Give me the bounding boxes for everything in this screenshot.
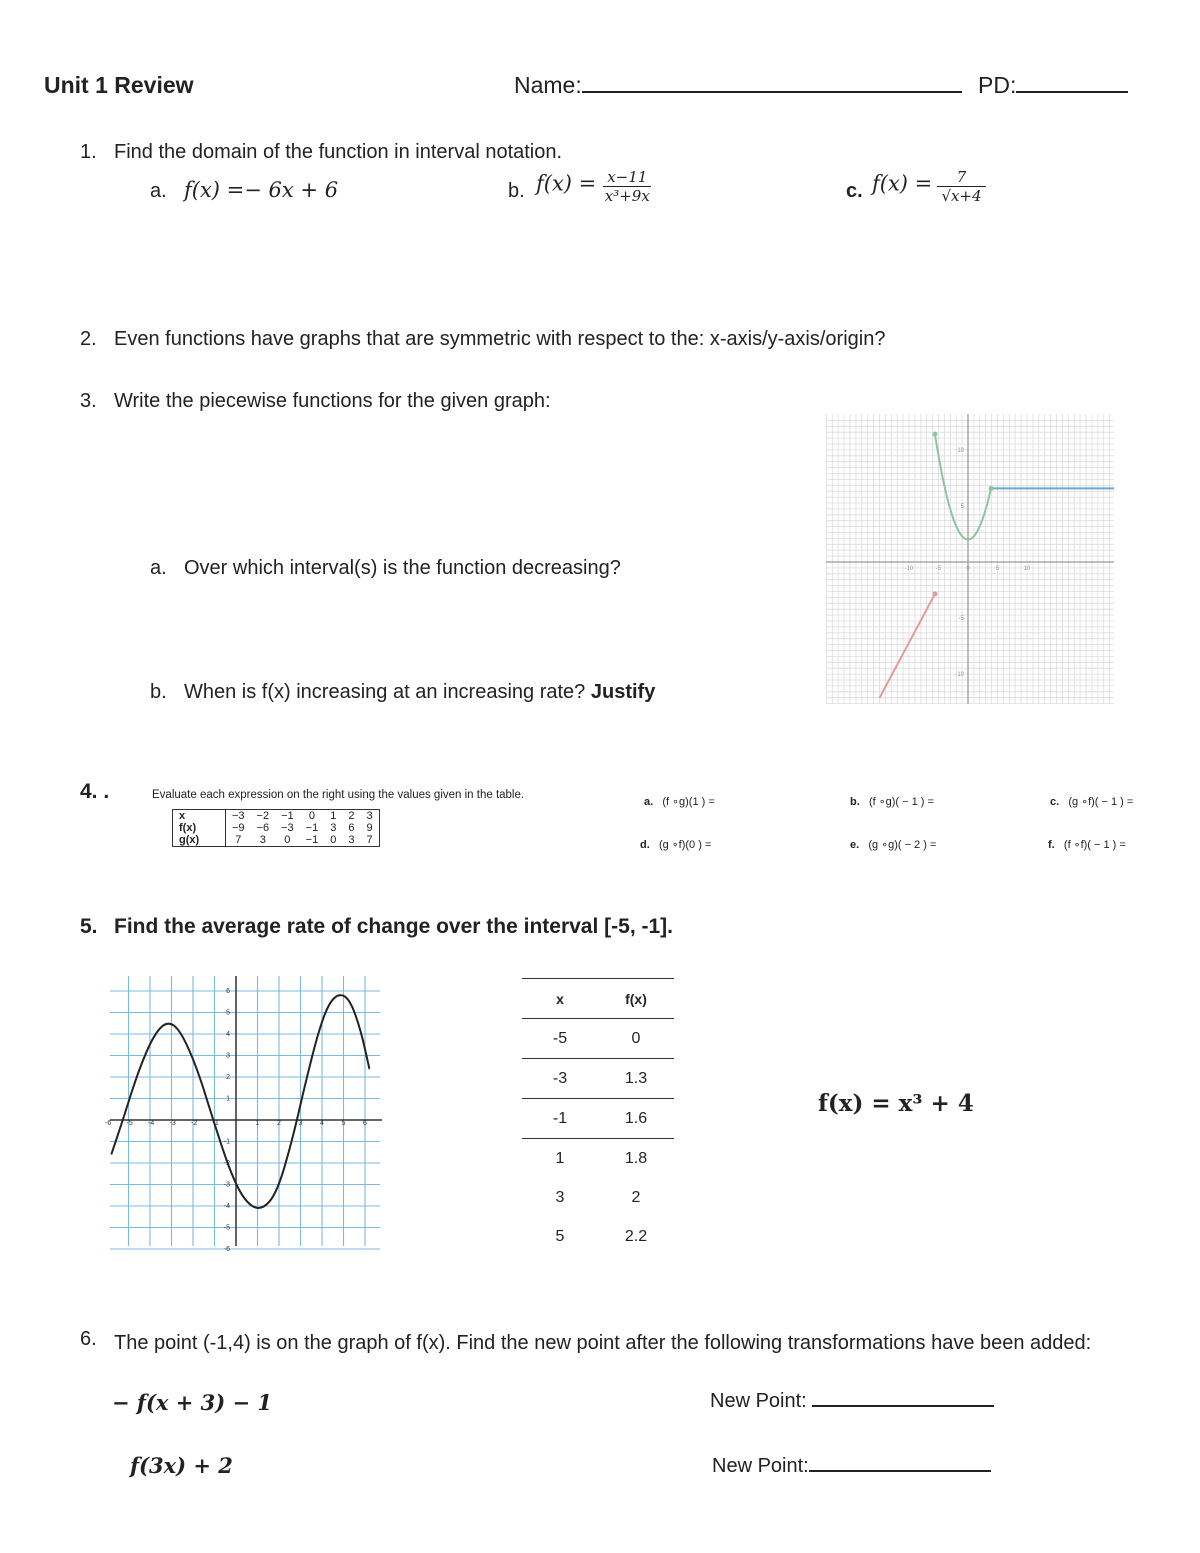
x-tick-label: -3 xyxy=(169,1120,176,1127)
q1c-label: c. xyxy=(846,180,863,202)
table-row xyxy=(522,1099,674,1139)
q1a-label: a. xyxy=(150,180,167,202)
q4-cell: 0 xyxy=(284,834,291,846)
q4-item-label: f. xyxy=(1048,839,1055,851)
q5-cell: 1 xyxy=(522,1139,598,1179)
pd-label: PD: xyxy=(978,72,1017,98)
q6-transformation-2: f(3x) + 2 xyxy=(130,1453,233,1478)
name-field[interactable] xyxy=(514,72,962,99)
q4-cell: 7 xyxy=(366,834,373,846)
q4-item-label: b. xyxy=(850,796,860,808)
q4-cell: −1 xyxy=(281,810,294,822)
q4-cell: −1 xyxy=(305,822,319,834)
q5-cell: 2 xyxy=(631,1188,641,1206)
q4-item-e xyxy=(850,838,936,851)
q4-item-expr: (f ∘g)(1 ) = xyxy=(662,796,715,808)
q5-cell: 5 xyxy=(555,1227,565,1245)
q4-instruction: Evaluate each expression on the right using the values given in the table. xyxy=(152,789,525,801)
x-tick-label: -2 xyxy=(191,1120,198,1127)
x-tick-label: 10 xyxy=(1023,566,1031,572)
y-tick-label: 10 xyxy=(957,447,964,454)
y-tick-label: 2 xyxy=(226,1074,230,1081)
q6-prompt: The point (-1,4) is on the graph of f(x). Find the new point after the following transformations have been added: xyxy=(114,1332,1092,1354)
q4-item-label: e. xyxy=(850,839,860,851)
table-row xyxy=(522,1019,674,1059)
q1c-denominator: √x+4 xyxy=(941,187,982,205)
q4-cell: −3 xyxy=(281,822,294,834)
q5-header-fx: f(x) xyxy=(598,979,674,1019)
q4-cell: g(x) xyxy=(173,834,226,846)
q4-item-label: a. xyxy=(644,796,654,808)
q6-new-point-1[interactable] xyxy=(710,1390,994,1413)
q1b-fraction xyxy=(601,168,654,205)
pd-field[interactable] xyxy=(978,72,1128,99)
q1b-lhs: f(x) = xyxy=(536,171,597,196)
x-tick-label: -1 xyxy=(212,1120,219,1127)
q6-new-point-blank-2[interactable] xyxy=(809,1470,991,1472)
q5-header-x: x xyxy=(522,979,598,1019)
q3b-question xyxy=(184,681,655,704)
q1c-fraction xyxy=(937,168,987,205)
x-tick-label: 3 xyxy=(298,1120,303,1127)
q3a-text: Over which interval(s) is the function decreasing? xyxy=(184,557,621,579)
q5-number: 5. xyxy=(80,915,98,938)
y-tick-label: 5 xyxy=(226,1009,230,1017)
y-tick-label: 3 xyxy=(226,1052,230,1060)
q5-prompt: Find the average rate of change over the interval [-5, -1]. xyxy=(114,915,673,938)
q3-endpoint-parabola-right xyxy=(989,486,994,491)
x-tick-label: -5 xyxy=(935,566,942,572)
y-tick-label: 4 xyxy=(226,1031,230,1038)
q4-cell: x xyxy=(173,810,226,822)
q3b-label: b. xyxy=(150,681,167,703)
q5-cell: -1 xyxy=(522,1099,598,1139)
q5-cell: 0 xyxy=(598,1019,674,1059)
q2-prompt: Even functions have graphs that are symmetric with respect to the: x-axis/y-axis/origin? xyxy=(114,328,886,350)
q6-new-point-2[interactable] xyxy=(712,1455,991,1478)
q4-cell: 0 xyxy=(330,834,337,846)
table-row xyxy=(522,1217,674,1256)
x-tick-label: 5 xyxy=(995,566,1000,572)
q4-row-fx xyxy=(173,822,379,834)
x-tick-label: 1 xyxy=(255,1120,260,1127)
q1b-label: b. xyxy=(508,180,525,202)
q3-grid xyxy=(826,414,1114,704)
q4-item-f xyxy=(1048,838,1126,851)
q5-table-box xyxy=(522,978,674,1256)
y-tick-label: -3 xyxy=(223,1181,230,1189)
q4-cell: −3 xyxy=(232,810,245,822)
q5-cell: 2.2 xyxy=(624,1227,648,1245)
q3b-text: When is f(x) increasing at an increasing rate? xyxy=(184,681,586,703)
q4-item-expr: (f ∘f)( − 1 ) = xyxy=(1063,839,1126,851)
q4-item-a xyxy=(644,795,715,808)
q4-number: 4. . xyxy=(80,780,110,803)
q4-cell: 3 xyxy=(348,834,355,846)
y-tick-label: 1 xyxy=(226,1095,230,1103)
q4-item-label: d. xyxy=(640,839,650,851)
q4-cell: 7 xyxy=(235,834,242,846)
q5-cell: 1.6 xyxy=(598,1099,674,1139)
q4-item-c xyxy=(1050,795,1133,808)
x-tick-label: -6 xyxy=(105,1120,112,1127)
q6-transformation-1: − f(x + 3) − 1 xyxy=(112,1390,272,1415)
q4-cell: −1 xyxy=(305,834,319,846)
q5-cell: 3 xyxy=(555,1188,565,1206)
q5-cell: 1.8 xyxy=(598,1139,674,1179)
x-tick-label: -5 xyxy=(126,1120,133,1127)
q1b-denominator: x³+9x xyxy=(604,187,650,205)
table-row xyxy=(522,1059,674,1099)
table-row xyxy=(522,1139,674,1179)
y-tick-label: -1 xyxy=(223,1138,230,1146)
q5-sine-graph xyxy=(105,972,384,1253)
q1a-expr: f(x) =− 6x + 6 xyxy=(184,178,339,202)
q4-row-gx xyxy=(173,834,379,846)
q4-cell: 2 xyxy=(348,810,355,822)
pd-blank[interactable] xyxy=(1016,91,1128,93)
q5-cell: 1.3 xyxy=(598,1059,674,1099)
q6-new-point-blank-1[interactable] xyxy=(812,1405,994,1407)
name-label: Name: xyxy=(514,72,582,98)
q4-cell: 3 xyxy=(366,810,373,822)
q4-cell: 6 xyxy=(348,822,355,834)
y-tick-label: -6 xyxy=(223,1246,230,1253)
q1-number: 1. xyxy=(80,141,97,163)
y-tick-label: 6 xyxy=(226,988,230,995)
q5-table xyxy=(522,978,674,1256)
q3b-justify: Justify xyxy=(590,681,656,703)
q4-item-label: c. xyxy=(1050,796,1060,808)
y-tick-label: -5 xyxy=(223,1224,230,1232)
x-tick-label: 6 xyxy=(363,1120,367,1127)
q4-cell: 3 xyxy=(330,822,337,834)
q3a-label: a. xyxy=(150,557,167,579)
q4-cell: 0 xyxy=(308,810,315,822)
q3-prompt: Write the piecewise functions for the given graph: xyxy=(114,390,551,412)
q5-cell: -5 xyxy=(522,1019,598,1059)
q4-item-b xyxy=(850,795,934,808)
q4-table xyxy=(173,810,379,846)
page-title: Unit 1 Review xyxy=(44,72,194,98)
q4-cell: −2 xyxy=(256,810,270,822)
q4-cell: 3 xyxy=(259,834,266,846)
x-tick-label: 2 xyxy=(277,1120,281,1127)
name-blank[interactable] xyxy=(582,91,962,93)
q5-grid xyxy=(110,976,382,1249)
q4-table-box xyxy=(172,809,380,847)
q4-item-expr: (f ∘g)( − 1 ) = xyxy=(868,796,934,808)
q5-formula: f(x) = x³ + 4 xyxy=(818,1090,974,1117)
x-tick-label: -4 xyxy=(148,1120,155,1127)
x-tick-label: 0 xyxy=(966,566,970,572)
q1b-expr xyxy=(536,168,654,205)
y-tick-label: 5 xyxy=(960,503,964,510)
q4-item-d xyxy=(640,838,711,851)
q6-new-point-label-2: New Point: xyxy=(712,1455,809,1477)
table-row xyxy=(522,1178,674,1217)
x-tick-label: 5 xyxy=(341,1120,346,1127)
y-tick-label: -4 xyxy=(223,1203,230,1210)
y-tick-label: -5 xyxy=(958,616,964,623)
q3-endpoint-parabola-left xyxy=(932,432,937,437)
q4-cell: 9 xyxy=(366,822,373,834)
q1c-numerator: 7 xyxy=(937,168,987,187)
q5-table-header xyxy=(522,979,674,1019)
q4-cell: −6 xyxy=(256,822,270,834)
q4-cell: 1 xyxy=(330,810,337,822)
q4-item-expr: (g ∘g)( − 2 ) = xyxy=(868,839,937,851)
q4-row-x xyxy=(173,810,379,822)
q1b-numerator: x−11 xyxy=(603,168,651,187)
q6-number: 6. xyxy=(80,1328,97,1350)
q6-new-point-label-1: New Point: xyxy=(710,1390,813,1412)
q1-prompt: Find the domain of the function in interval notation. xyxy=(114,141,563,163)
q4-cell: f(x) xyxy=(173,822,226,834)
x-tick-label: -10 xyxy=(904,566,914,572)
y-tick-label: -10 xyxy=(955,672,964,679)
x-tick-label: 4 xyxy=(320,1120,324,1127)
q3-number: 3. xyxy=(80,390,97,412)
q2-number: 2. xyxy=(80,328,97,350)
q1c-lhs: f(x) = xyxy=(872,171,933,196)
q3-endpoint-line-top xyxy=(932,591,937,596)
y-tick-label: -2 xyxy=(223,1160,230,1167)
q4-cell: −9 xyxy=(232,822,245,834)
q1c-expr xyxy=(872,168,986,205)
q3-piecewise-graph xyxy=(826,414,1114,704)
q5-cell: -3 xyxy=(522,1059,598,1099)
q4-item-expr: (g ∘f)( − 1 ) = xyxy=(1068,796,1134,808)
q4-item-expr: (g ∘f)(0 ) = xyxy=(658,839,712,851)
